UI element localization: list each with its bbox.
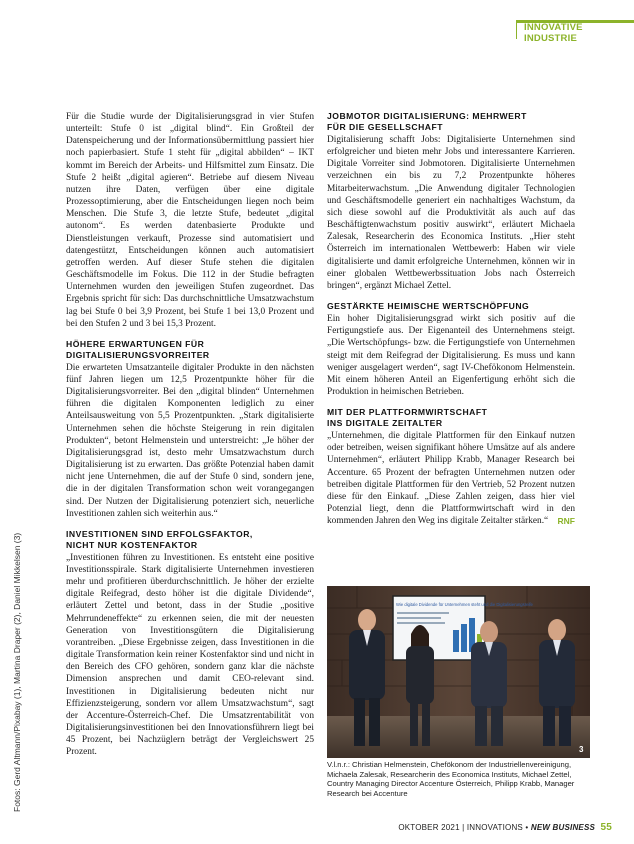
paragraph: „Investitionen führen zu Investitionen. Es entsteht eine positive Investitionsspirale. Stark digitalisierte Unternehmen investieren mehr und profitieren überdurchschnittlich. Je höher der erzielte digitale Reifegrad, desto höher ist die digitale Dividende“, erläutert Zettel und betont, dass in der Studie „positive Mehrrundeneffekte“ zu erkennen seien, die mit der neuesten Generation von Investitionsgütern die Digitalisierung vorantreiben. „Diese Ergebnisse zeigen, dass Investitionen in die digitale Transformation kein reiner Kostenfaktor sind und nicht in den Bereich des CFO gehören, sondern ganz klar die nächste Dimension ansprechen und damit CEO-relevant sind. Investitionen in Digitalisierung bedeuten nicht nur Effizienzsteigerung, sondern vor allem Umsatzwachstum“, sagt der Accenture-Österreich-Chef. Die Umsatzrentabilität von Digitalisierungsinvestitionen bei den Innovationsführern liegt bei 45 Prozent, bei Nachzüglern beträgt der Vergleichswert 25 Prozent. — [66, 552, 314, 758]
section-tag — [516, 20, 634, 44]
paragraph: Ein hoher Digitalisierungsgrad wirkt sich positiv auf die Fertigungstiefe aus. Der Eigenanteil des Unternehmens steigt. „Die Wertschöpfungs- bzw. die Fertigungstiefe von Unternehmen steigt mit dem Reifegrad der Digitalisierung. Es muss und kann weniger ausgelagert werden“, sagt IV-Chefökonom Helmenstein. Mit einem höheren Anteil an Eigenfertigung erhöht sich die Produktion in heimischen Betrieben. — [327, 314, 575, 397]
page-footer — [398, 822, 612, 833]
paragraph: Für die Studie wurde der Digitalisierungsgrad in vier Stufen unterteilt: Stufe 0 ist „digital blind“. Ein Großteil der Datenspeicherung und der Informationsübermittlung passiert hier noch papierbasiert. Stufe 1 steht für „digital abbilden“ – IKT kommt im Bereich der Arbeits- und Hilfsmittel zum Einsatz. Die Stufe 2 heißt „digital agieren“. Betriebe auf diesem Niveau nutzen ihre Daten, verfügen über eine digitale Prozessoptimierung, aber die Entscheidungen liegen noch beim Menschen. Die Stufe 3, die letzte Stufe, bedeutet „digital autonom“. Es werden datenbasierte Produkte und Dienstleistungen verkauft, Prozesse sind automatisiert und datengestützt, Entscheidungen können auch automatisiert getroffen werden. Auf dieser Stufe stehen die digitalen Geschäftsmodelle im Fokus. Die 112 in der Studie befragten Unternehmen wurden den jeweiligen Stufen zugeordnet. Das Ergebnis spricht für sich: Das durchschnittliche Umsatzwachstum lag bei Stufe 0 bei 3,9 Prozent, bei Stufe 1 bei 13,0 Prozent und bei den Stufen 2 und 3 bei 15,3 Prozent. — [66, 112, 314, 329]
paragraph: Digitalisierung schafft Jobs: Digitalisierte Unternehmen sind erfolgreicher und bieten mehr Jobs und interessantere Karrieren. Digitale Vorreiter sind Jobmotoren. Digitalisierte Unternehmen verzeichnen ein bis zu 7,2 Prozentpunkte höheres Mitarbeiterwachstum. „Die Anwendung digitaler Technologien und Geschäftsmodelle generiert ein nachhaltiges Wachstum, da sich diese sowohl auf die Produktivität als auch auf das Beschäftigtenwachstum positiv auswirkt“, erläutert Michaela Zalesak, Researcherin des Economica Instituts. „Hier steht Österreich im internationalen Wettbewerb: Haben wir viele digitalisierte und damit erfolgreiche Unternehmen, können wir in einer globalen Wettbewerbssituation Jobs nach Österreich bringen“, ergänzt Michael Zettel. — [327, 135, 575, 291]
left-column — [66, 111, 314, 763]
author-signature: RNF — [557, 516, 575, 527]
subheading — [327, 407, 575, 429]
footer-issue: OKTOBER 2021 | INNOVATIONS • — [398, 823, 529, 832]
page-number: 55 — [600, 822, 612, 833]
subheading-line: DIGITALISIERUNGSVORREITER — [66, 349, 210, 360]
section-tag-label: INNOVATIVE INDUSTRIE — [524, 22, 583, 44]
subheading-line: INS DIGITALE ZEITALTER — [327, 418, 443, 429]
subheading — [66, 529, 314, 551]
photo-credit: Fotos: Gerd Altmann/Pixabay (1), Martina Draper (2), Daniel Mikkelsen (3) — [12, 532, 22, 812]
photo-number: 3 — [579, 745, 584, 754]
subheading-line: INVESTITIONEN SIND ERFOLGSFAKTOR, — [66, 528, 253, 539]
subheading — [327, 111, 575, 133]
paragraph — [327, 430, 575, 527]
subheading — [66, 339, 314, 361]
right-column — [327, 111, 575, 531]
subheading-line: HÖHERE ERWARTUNGEN FÜR — [66, 338, 205, 349]
subheading-line: JOBMOTOR DIGITALISIERUNG: MEHRWERT — [327, 111, 527, 121]
paragraph: Die erwarteten Umsatzanteile digitaler Produkte in den nächsten fünf Jahren liegen um 12,5 Prozentpunkte höher für die Digitalisierungsvorreiter. Bei den „digital blinden“ Unternehmen führen die digitalen Komponenten lediglich zu einer Anteilsausweitung von 5,5 Prozentpunkten. „Stark digitalisierte Unternehmen sehen die höchste Steigerung in rein digitalen Produkten“, betont Helmenstein und unterstreicht: „Je höher der Digitalisierungsgrad ist, desto mehr Umsatzwachstum durch Digitalisierung ist zu erwarten. Das größte Potenzial haben damit nicht jene Unternehmen, die auf der Stufe 0 sind, sondern jene, die in der digitalen Transformation schon weit vorangegangen sind. Der Nutzen der Digitalisierung potenziert sich, neuerliche Investitionen zahlen sich weiterhin aus.“ — [66, 362, 314, 519]
section-tag-divider — [516, 23, 517, 39]
subheading: GESTÄRKTE HEIMISCHE WERTSCHÖPFUNG — [327, 301, 530, 312]
subheading-line: NICHT NUR KOSTENFAKTOR — [66, 539, 198, 550]
subheading-line: MIT DER PLATTFORMWIRTSCHAFT — [327, 407, 488, 418]
photo-caption: V.l.n.r.: Christian Helmenstein, Chefökonom der Industriellenvereinigung, Michaela Zalesak, Researcherin des Economica Instituts, Michael Zettel, Country Managing Director Accenture Österreich, Philipp Krabb, Manager Research bei Accenture — [327, 760, 575, 798]
group-photo — [327, 586, 590, 758]
subheading-line: FÜR DIE GESELLSCHAFT — [327, 122, 443, 132]
paragraph-text: „Unternehmen, die digitale Plattformen für den Einkauf nutzen oder betreiben, weisen signifikant höhere Umsätze auf als andere Unternehmen“, erläutert Philipp Krabb, Manager Research bei Accenture. 65 Prozent der befragten Unternehmen nutzen oder betreiben digitale Plattformen für den Vertrieb, 52 Prozent nutzen diese für den Einkauf. „Diese Zahlen zeigen, dass hier viel Potenzial liegt, denn die Plattformwirtschaft wird in den kommenden Jahren den Weg ins digitale Zeitalter stärken.“ — [327, 431, 575, 527]
screen-text: Wie digitale Dividende für Unternehmen steht und die Digitalisierungsreife — [396, 602, 533, 607]
footer-magazine: NEW BUSINESS — [530, 823, 596, 832]
